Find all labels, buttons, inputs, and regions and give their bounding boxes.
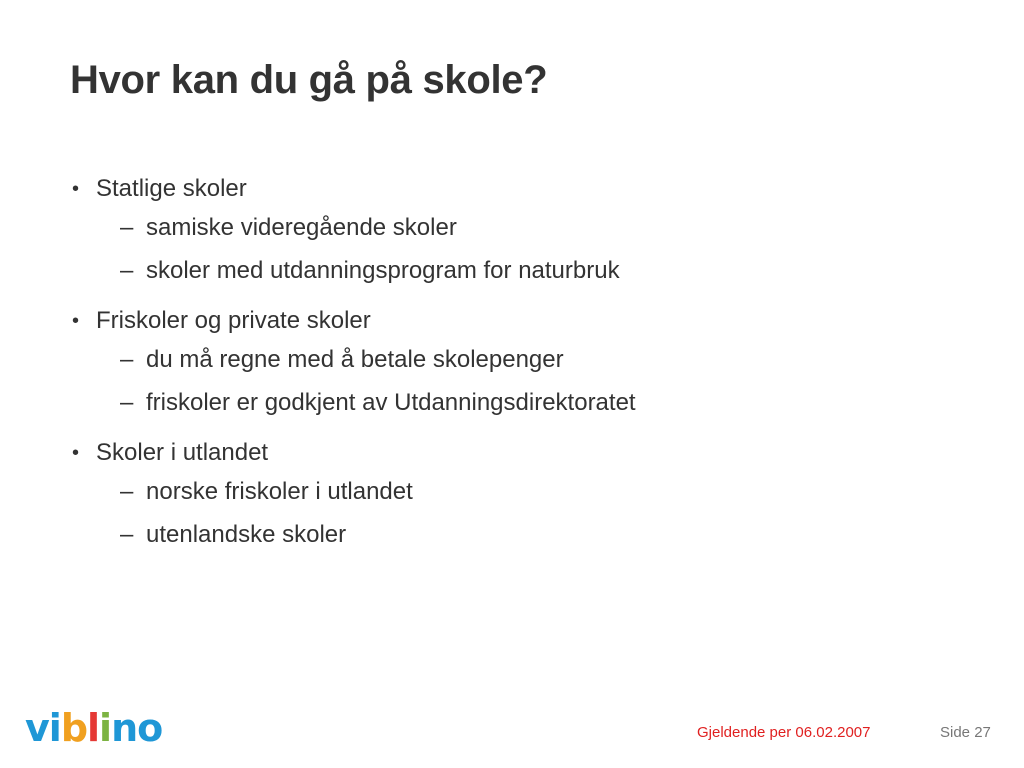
bullet-marker: • bbox=[72, 442, 80, 464]
bullet-item bbox=[70, 436, 970, 470]
sub-bullet-marker: – bbox=[120, 521, 134, 548]
sub-bullet-item bbox=[70, 381, 970, 424]
sub-bullet-text: skoler med utdanningsprogram for naturbruk bbox=[146, 257, 620, 284]
sub-bullet-marker: – bbox=[120, 214, 134, 241]
page-number: Side 27 bbox=[940, 724, 991, 741]
sub-bullet-marker: – bbox=[120, 257, 134, 284]
sub-bullet-marker: – bbox=[120, 478, 134, 505]
bullet-list bbox=[70, 172, 970, 568]
logo-letter: i bbox=[48, 706, 61, 750]
sub-bullet-text: utenlandske skoler bbox=[146, 521, 347, 548]
footer-date: Gjeldende per 06.02.2007 bbox=[697, 724, 871, 741]
sub-bullet-item bbox=[70, 470, 970, 513]
logo-letter: b bbox=[60, 706, 88, 750]
slide-title: Hvor kan du gå på skole? bbox=[70, 58, 548, 102]
sub-bullet-text: du må regne med å betale skolepenger bbox=[146, 346, 564, 373]
sub-bullet-item bbox=[70, 206, 970, 249]
sub-bullet-marker: – bbox=[120, 346, 134, 373]
bullet-item bbox=[70, 172, 970, 206]
bullet-text: Skoler i utlandet bbox=[96, 439, 269, 466]
logo-letter: i bbox=[99, 706, 112, 750]
sub-bullet-text: samiske videregående skoler bbox=[146, 214, 457, 241]
logo-letter: v bbox=[25, 706, 49, 750]
bullet-group bbox=[70, 436, 970, 556]
sub-bullet-item bbox=[70, 338, 970, 381]
bullet-text: Statlige skoler bbox=[96, 175, 247, 202]
bullet-item bbox=[70, 304, 970, 338]
bullet-marker: • bbox=[72, 310, 80, 332]
logo-letter: o bbox=[137, 706, 163, 750]
sub-bullet-item bbox=[70, 513, 970, 556]
sub-bullet-item bbox=[70, 249, 970, 292]
logo-letter: l bbox=[87, 706, 100, 750]
bullet-group bbox=[70, 304, 970, 424]
sub-bullet-marker: – bbox=[120, 389, 134, 416]
bullet-marker: • bbox=[72, 178, 80, 200]
viblino-logo bbox=[25, 706, 162, 750]
sub-bullet-text: norske friskoler i utlandet bbox=[146, 478, 413, 505]
bullet-group bbox=[70, 172, 970, 292]
sub-bullet-text: friskoler er godkjent av Utdanningsdirektoratet bbox=[146, 389, 636, 416]
bullet-text: Friskoler og private skoler bbox=[96, 307, 371, 334]
logo-letter: n bbox=[111, 706, 138, 750]
